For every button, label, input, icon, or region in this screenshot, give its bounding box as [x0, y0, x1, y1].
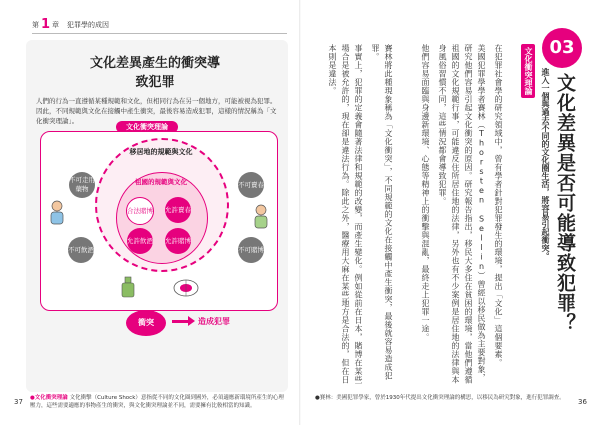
box-intro: 人們的行為一直遵循某種規範和文化，但相同行為在另一個地方，可能被視為犯罪。因此，不同規範與文化在接觸中產生衝突，最後容易造成犯罪，這樣的情況稱為「文化衝突理論」。 [36, 97, 277, 125]
page-36 [301, 0, 600, 425]
chapter-suffix: 章 [52, 20, 60, 29]
page-number-right: 36 [578, 398, 587, 406]
inner-item-gambling-allowed: 允許賭博 [165, 228, 191, 254]
result-label: 造成犯罪 [198, 317, 230, 326]
body-paragraph: 事實上，犯罪的定義會隨著法律和規範的改變，而產生變化。例如從前在日本，賭博在某些場合是被允許的，現在卻是違法行為。除此之外，醫療用大麻在某些地方是合法的，但在日本則是違法。 [328, 44, 363, 384]
arrow-head-icon [188, 316, 195, 326]
outer-item-no-prostitution: 不可賣春 [238, 172, 264, 198]
page-title: 文化差異是否可能導致犯罪？ [554, 73, 576, 333]
figure-right-people-icon [250, 204, 272, 230]
inner-item-gambling-legal: 合法賭博 [126, 197, 154, 225]
outer-item-no-gambling: 不可賭博 [238, 237, 264, 263]
chapter-title: 犯罪學的成因 [67, 20, 110, 29]
diagram-label-text: 文化衝突理論 [126, 123, 168, 131]
footnote-left [30, 394, 288, 410]
section-number: 03 [549, 37, 575, 58]
chapter-prefix: 第 [32, 20, 39, 29]
body-paragraph: 他們容易面臨與身邊新環境、心態等精神上的衝擊與混亂，最終走上犯罪一途。 [421, 44, 430, 342]
chapter-number: 1 [41, 17, 51, 32]
chapter-header [32, 17, 109, 32]
outer-item-no-drinking: 不可飲酒 [68, 237, 94, 263]
footnote-text: 文化衝擊（Culture Shock）意指從不同的文化圈到國外，必須適應新環境所產生的心理壓力，這些需要適應的事物產生的衝突，與文化衝突理論並不同，需要擁有比較相當的知識。 [30, 395, 284, 409]
page-subtitle: 進入一個與過去不同的文化圈生活，將容易引起衝突。 [541, 68, 550, 260]
outer-item-no-drugs: 不可走用藥物 [69, 172, 95, 198]
footnote-right: ●賽林：美國犯罪學家，曾於1930年代提出文化衝突理論的構思，以移民為研究對象，進行犯罪調查。 [315, 395, 565, 401]
body-paragraph: 在犯罪社會學的研究領域中，曾有學者針對犯罪發生的環境，提出「文化」這個要素。 [494, 44, 503, 367]
body-paragraph: 賽林將此種現象稱為「文化衝突」，不同規範的文化在接觸中產生衝突，最後就容易造成犯罪。 [371, 44, 393, 380]
bottle-icon [120, 275, 136, 299]
footnote-title: ●文化衝突理論 [30, 395, 68, 401]
inner-item-prostitution-allowed: 允許賣春 [165, 197, 191, 223]
body-text-continued [315, 44, 395, 389]
roulette-icon [172, 276, 200, 298]
section-label: 文化衝突理論 [521, 44, 535, 98]
inner-circle-label: 祖國的規範與文化 [135, 178, 187, 186]
header-rule [32, 33, 287, 34]
inner-item-drinking-allowed: 允許飲酒 [127, 228, 153, 254]
figure-left-people-icon [46, 200, 68, 226]
outer-circle-label: 移居地的規範與文化 [129, 148, 193, 156]
box-title: 文化差異產生的衝突導致犯罪 [90, 56, 221, 90]
body-paragraph: 美國犯罪學學者賽林（Thorsten Sellin）曾經以移民做為主要對象，研究他們容易引起文化衝突的原因。研究報告指出，移民大多住在貧困的環境，當他們遵循祖國的文化規範行事，可能違反住所居住地的法律，另外也有不少案例是居住地的法律與本身風俗習慣不同，這些情況都會導致犯罪。 [438, 44, 486, 384]
conflict-label: 衝突 [138, 318, 154, 327]
page-number-left: 37 [14, 398, 23, 406]
